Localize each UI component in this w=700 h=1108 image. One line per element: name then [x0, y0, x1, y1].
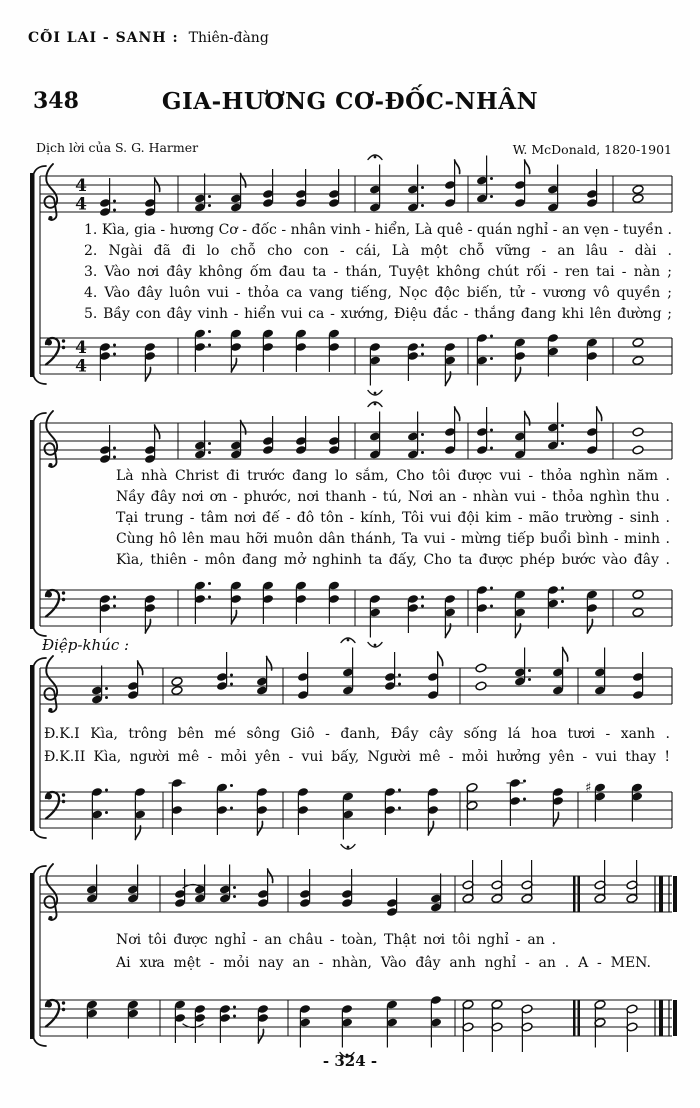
verse-line: Cùng hô lên mau hỡi muôn dân thánh, Ta vui - mừng tiếp buổi bình - minh .: [116, 531, 670, 547]
verse-line: 1. Kìa, gia - hương Cơ - đốc - nhân vinh - hiển, Là quê - quán nghỉ - an vẹn - tuyền .: [84, 222, 672, 238]
section-subtitle: Thiên-đàng: [188, 30, 269, 46]
hymn-number: 348: [33, 88, 79, 114]
verse-line: Kìa, thiên - môn đang mở nghinh ta đấy, Cho ta được phép bước vào đây .: [116, 552, 670, 568]
page-number: - 324 -: [322, 1052, 378, 1070]
svg-text:4: 4: [75, 194, 87, 215]
verse-line: 4. Vào đây luôn vui - thỏa ca vang tiếng, Nọc độc biến, tử - vương vô quyền ;: [84, 285, 672, 301]
chorus-label: Điệp-khúc :: [42, 636, 130, 654]
verse-line: 5. Bầy con đây vinh - hiển vui ca - xướng, Điệu đắc - thắng đang khi lên đường ;: [84, 306, 672, 322]
verse-line: Nầy đây nơi ơn - phước, nơi thanh - tú, Nơi an - nhàn vui - thỏa nghìn thu .: [116, 489, 670, 505]
verse-line: Là nhà Christ đi trước đang lo sắm, Cho tôi được vui - thỏa nghìn năm .: [116, 468, 670, 484]
chorus-line: Đ.K.I Kìa, trông bên mé sông Giô - đanh, Đầy cây sống lá hoa tươi - xanh .: [44, 726, 670, 742]
svg-text:♯: ♯: [585, 780, 592, 796]
composer-credit: W. McDonald, 1820-1901: [512, 142, 672, 157]
section-title: CÕI LAI - SANH :: [28, 30, 179, 46]
coda-line: Nơi tôi được nghỉ - an châu - toàn, Thật nơi tôi nghỉ - an .: [116, 932, 556, 948]
verse-line: 3. Vào nơi đây không ốm đau ta - thán, Tuyệt không chút rối - ren tai - nàn ;: [84, 264, 672, 280]
translator-credit: Dịch lời của S. G. Harmer: [36, 140, 199, 155]
svg-text:4: 4: [75, 338, 87, 358]
svg-text:4: 4: [75, 356, 87, 377]
hymn-title: GIA-HƯƠNG CƠ-ĐỐC-NHÂN: [161, 88, 539, 115]
running-header: [28, 30, 269, 46]
verse-line: Tại trung - tâm nơi đế - đô tôn - kính, Tôi vui đội kim - mão trường - sinh .: [116, 510, 670, 526]
svg-text:4: 4: [75, 176, 87, 196]
coda-line: Ai xưa mệt - mỏi nay an - nhàn, Vào đây anh nghỉ - an . A - MEN.: [116, 955, 651, 971]
verse-line: 2. Ngài đã đi lo chỗ cho con - cái, Là một chỗ vững - an lâu - dài .: [84, 243, 672, 259]
chorus-line: Đ.K.II Kìa, người mê - mỏi yên - vui bấy, Người mê - mỏi hưởng yên - vui thay !: [44, 749, 670, 765]
